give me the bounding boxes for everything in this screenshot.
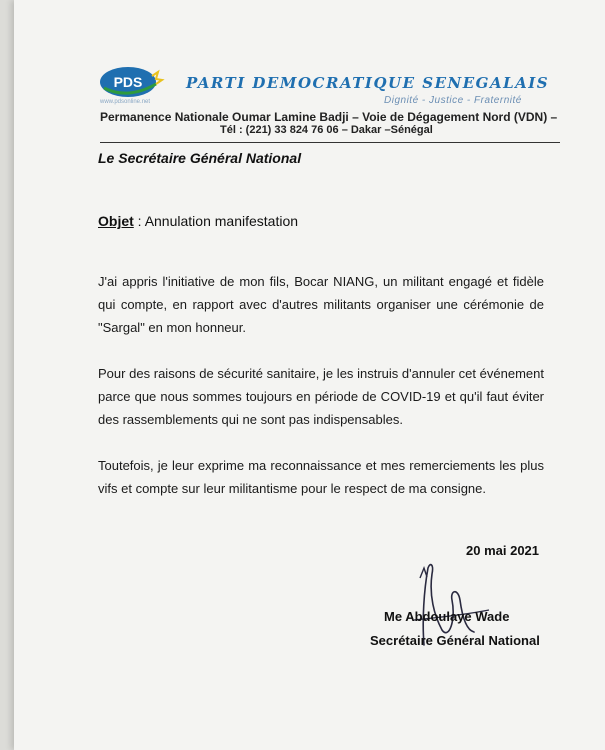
- subject-separator: :: [133, 213, 145, 229]
- party-motto: Dignité - Justice - Fraternité: [384, 95, 522, 106]
- body-paragraph: Pour des raisons de sécurité sanitaire, je les instruis d'annuler cet événement parce que nous sommes toujours en période de COVID-19 et qu'il faut éviter des rassemblements qui ne sont pas indispensables.: [98, 366, 544, 427]
- subject-label: Objet: [98, 213, 134, 229]
- logo-text: PDS: [113, 74, 143, 90]
- letter-page: [14, 0, 605, 750]
- signatory-title: Secrétaire Général National: [370, 633, 540, 648]
- party-name: PARTI DEMOCRATIQUE SENEGALAIS: [186, 74, 550, 92]
- pds-logo: [98, 64, 168, 100]
- address-line-2: Tél : (221) 33 824 76 06 – Dakar –Sénégal: [220, 124, 433, 136]
- subject-text: Annulation manifestation: [144, 213, 299, 229]
- body-paragraph: J'ai appris l'initiative de mon fils, Bocar NIANG, un militant engagé et fidèle qui compte, en rapport avec d'autres militants organiser une cérémonie de "Sargal" en mon honneur.: [98, 274, 544, 335]
- body-paragraph: Toutefois, je leur exprime ma reconnaissance et mes remerciements les plus vifs et compte sur leur militantisme pour le respect de ma consigne.: [98, 458, 544, 496]
- signatory-name: Me Abdoulaye Wade: [384, 609, 510, 624]
- letter-date: 20 mai 2021: [466, 543, 540, 558]
- sender-title: Le Secrétaire Général National: [98, 150, 302, 166]
- address-line-1: Permanence Nationale Oumar Lamine Badji – Voie de Dégagement Nord (VDN) –: [100, 110, 558, 124]
- subject-line: [98, 213, 298, 229]
- party-website: www.pdsonline.net: [100, 99, 151, 105]
- header-divider: [100, 142, 560, 143]
